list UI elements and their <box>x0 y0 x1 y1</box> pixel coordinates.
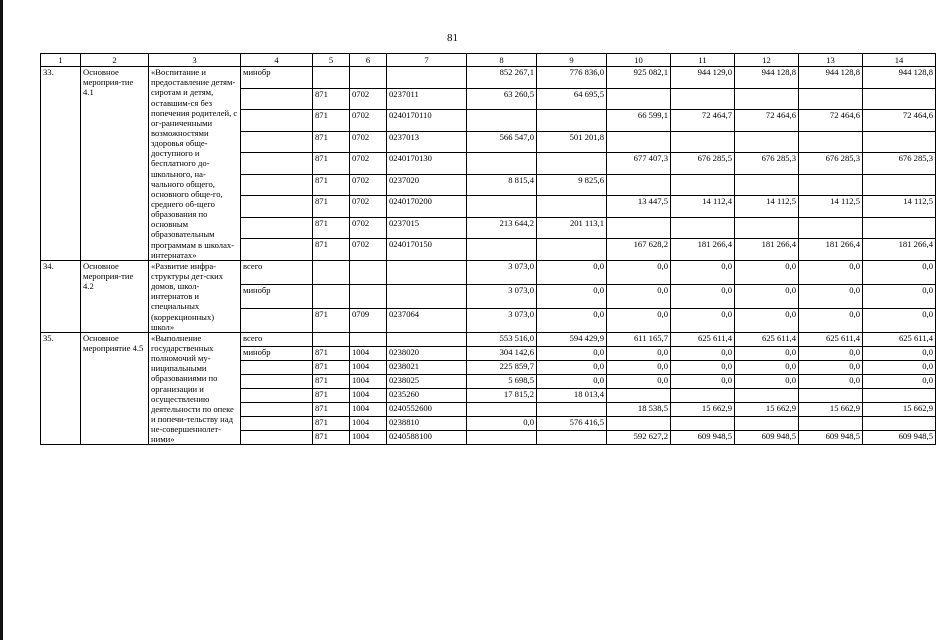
grbs-code: 871 <box>313 110 350 132</box>
target-article-code: 0238020 <box>387 346 467 360</box>
amount-cell: 18 013,4 <box>537 389 607 403</box>
amount-cell: 0,0 <box>863 346 936 360</box>
section-code: 0702 <box>350 217 387 239</box>
amount-cell: 167 628,2 <box>607 239 671 261</box>
amount-cell: 501 201,8 <box>537 131 607 153</box>
column-number-header: 2 <box>81 54 149 67</box>
executor-cell <box>241 360 313 374</box>
amount-cell <box>799 389 863 403</box>
grbs-code: 871 <box>313 389 350 403</box>
table-row <box>41 260 936 284</box>
amount-cell <box>537 431 607 445</box>
executor-cell <box>241 110 313 132</box>
grbs-code: 871 <box>313 88 350 110</box>
column-number-header: 3 <box>149 54 241 67</box>
amount-cell: 925 082,1 <box>607 67 671 89</box>
amount-cell: 14 112,5 <box>735 196 799 218</box>
amount-cell: 676 285,5 <box>671 153 735 175</box>
amount-cell <box>607 389 671 403</box>
amount-cell: 625 611,4 <box>799 332 863 346</box>
grbs-code <box>313 67 350 89</box>
amount-cell: 625 611,4 <box>671 332 735 346</box>
grbs-code: 871 <box>313 239 350 261</box>
section-code: 0709 <box>350 308 387 332</box>
amount-cell: 592 627,2 <box>607 431 671 445</box>
executor-cell <box>241 88 313 110</box>
amount-cell: 5 698,5 <box>467 374 537 388</box>
amount-cell: 0,0 <box>863 360 936 374</box>
executor-cell: минобр <box>241 67 313 89</box>
amount-cell: 15 662,9 <box>671 403 735 417</box>
scan-edge-bar <box>0 0 3 640</box>
amount-cell: 304 142,6 <box>467 346 537 360</box>
amount-cell: 13 447,5 <box>607 196 671 218</box>
amount-cell: 225 859,7 <box>467 360 537 374</box>
amount-cell <box>467 431 537 445</box>
amount-cell <box>735 88 799 110</box>
column-number-header: 14 <box>863 54 936 67</box>
amount-cell: 0,0 <box>607 284 671 308</box>
amount-cell: 9 825,6 <box>537 174 607 196</box>
amount-cell: 0,0 <box>799 260 863 284</box>
grbs-code: 871 <box>313 174 350 196</box>
amount-cell: 0,0 <box>863 284 936 308</box>
amount-cell: 18 538,5 <box>607 403 671 417</box>
amount-cell <box>671 389 735 403</box>
grbs-code: 871 <box>313 131 350 153</box>
amount-cell: 609 948,5 <box>799 431 863 445</box>
amount-cell: 676 285,3 <box>863 153 936 175</box>
column-number-header: 7 <box>387 54 467 67</box>
target-article-code <box>387 284 467 308</box>
target-article-code: 0237011 <box>387 88 467 110</box>
section-code: 1004 <box>350 403 387 417</box>
amount-cell: 15 662,9 <box>863 403 936 417</box>
amount-cell <box>735 131 799 153</box>
grbs-code: 871 <box>313 346 350 360</box>
amount-cell <box>607 88 671 110</box>
grbs-code: 871 <box>313 308 350 332</box>
section-code: 0702 <box>350 153 387 175</box>
target-article-code: 0238810 <box>387 417 467 431</box>
amount-cell <box>799 417 863 431</box>
section-code: 0702 <box>350 239 387 261</box>
executor-cell: всего <box>241 332 313 346</box>
target-article-code: 0237020 <box>387 174 467 196</box>
amount-cell <box>735 174 799 196</box>
target-article-code <box>387 332 467 346</box>
amount-cell: 944 128,8 <box>735 67 799 89</box>
amount-cell: 181 266,4 <box>671 239 735 261</box>
column-number-header: 10 <box>607 54 671 67</box>
executor-cell <box>241 196 313 218</box>
amount-cell: 8 815,4 <box>467 174 537 196</box>
amount-cell: 944 128,8 <box>863 67 936 89</box>
amount-cell <box>671 131 735 153</box>
target-article-code: 0235260 <box>387 389 467 403</box>
executor-cell: минобр <box>241 346 313 360</box>
amount-cell <box>537 153 607 175</box>
section-code: 1004 <box>350 431 387 445</box>
amount-cell: 72 464,7 <box>671 110 735 132</box>
amount-cell <box>607 131 671 153</box>
grbs-code: 871 <box>313 403 350 417</box>
amount-cell: 0,0 <box>607 374 671 388</box>
amount-cell: 0,0 <box>671 360 735 374</box>
amount-cell <box>671 417 735 431</box>
amount-cell: 0,0 <box>607 260 671 284</box>
amount-cell: 0,0 <box>537 284 607 308</box>
amount-cell: 0,0 <box>537 346 607 360</box>
amount-cell: 0,0 <box>671 374 735 388</box>
amount-cell: 0,0 <box>607 346 671 360</box>
amount-cell <box>607 417 671 431</box>
amount-cell: 0,0 <box>671 284 735 308</box>
section-code: 1004 <box>350 389 387 403</box>
section-code <box>350 332 387 346</box>
amount-cell: 3 073,0 <box>467 260 537 284</box>
amount-cell: 594 429,9 <box>537 332 607 346</box>
section-code: 0702 <box>350 110 387 132</box>
amount-cell: 0,0 <box>735 374 799 388</box>
amount-cell: 213 644,2 <box>467 217 537 239</box>
amount-cell <box>735 389 799 403</box>
amount-cell: 0,0 <box>671 346 735 360</box>
amount-cell: 944 129,0 <box>671 67 735 89</box>
amount-cell <box>799 131 863 153</box>
section-code: 0702 <box>350 174 387 196</box>
amount-cell: 72 464,6 <box>735 110 799 132</box>
activity-title: «Воспитание и предоставление детям-сиротам и детям, оставшим-ся без попечения родителей, с ог-раниченными возможностями здоровья обще-доступного и бесплатного до-школьного, на-чального общего, основного обще-го, среднего об-щего образования по основным образовательным программам в школах-интернатах» <box>149 67 241 261</box>
amount-cell: 0,0 <box>671 260 735 284</box>
amount-cell: 0,0 <box>863 308 936 332</box>
grbs-code: 871 <box>313 417 350 431</box>
amount-cell: 0,0 <box>863 260 936 284</box>
amount-cell <box>863 88 936 110</box>
table-row <box>41 67 936 89</box>
amount-cell <box>799 217 863 239</box>
amount-cell: 3 073,0 <box>467 284 537 308</box>
executor-cell: минобр <box>241 284 313 308</box>
amount-cell: 0,0 <box>607 360 671 374</box>
amount-cell: 566 547,0 <box>467 131 537 153</box>
amount-cell <box>467 153 537 175</box>
amount-cell: 609 948,5 <box>735 431 799 445</box>
amount-cell: 0,0 <box>735 346 799 360</box>
amount-cell <box>467 403 537 417</box>
amount-cell: 0,0 <box>799 346 863 360</box>
column-number-header: 13 <box>799 54 863 67</box>
grbs-code: 871 <box>313 431 350 445</box>
section-code: 1004 <box>350 374 387 388</box>
amount-cell: 14 112,5 <box>799 196 863 218</box>
amount-cell: 0,0 <box>799 360 863 374</box>
item-number: 35. <box>41 332 81 445</box>
column-number-header: 12 <box>735 54 799 67</box>
table-row <box>41 332 936 346</box>
amount-cell <box>863 217 936 239</box>
column-number-header: 9 <box>537 54 607 67</box>
target-article-code: 0238021 <box>387 360 467 374</box>
amount-cell: 14 112,4 <box>671 196 735 218</box>
amount-cell: 0,0 <box>607 308 671 332</box>
amount-cell: 0,0 <box>537 374 607 388</box>
amount-cell <box>863 389 936 403</box>
grbs-code: 871 <box>313 374 350 388</box>
amount-cell: 201 113,1 <box>537 217 607 239</box>
amount-cell: 72 464,6 <box>799 110 863 132</box>
amount-cell <box>537 403 607 417</box>
amount-cell: 944 128,8 <box>799 67 863 89</box>
executor-cell <box>241 174 313 196</box>
amount-cell: 14 112,5 <box>863 196 936 218</box>
executor-cell <box>241 153 313 175</box>
executor-cell <box>241 308 313 332</box>
amount-cell: 576 416,5 <box>537 417 607 431</box>
amount-cell: 0,0 <box>537 360 607 374</box>
amount-cell <box>735 417 799 431</box>
executor-cell <box>241 131 313 153</box>
amount-cell <box>799 88 863 110</box>
target-article-code: 0240170200 <box>387 196 467 218</box>
column-number-header-row <box>41 54 936 67</box>
target-article-code: 0237064 <box>387 308 467 332</box>
activity-title: «Развитие инфра-структуры дет-ских домов, школ-интернатов и специальных (коррекционных) школ» <box>149 260 241 332</box>
target-article-code: 0238025 <box>387 374 467 388</box>
amount-cell: 63 260,5 <box>467 88 537 110</box>
amount-cell: 0,0 <box>735 284 799 308</box>
target-article-code: 0237015 <box>387 217 467 239</box>
column-number-header: 5 <box>313 54 350 67</box>
amount-cell <box>467 110 537 132</box>
executor-cell <box>241 374 313 388</box>
page-number: 81 <box>447 32 458 44</box>
target-article-code: 0240170150 <box>387 239 467 261</box>
grbs-code <box>313 284 350 308</box>
target-article-code: 0237013 <box>387 131 467 153</box>
amount-cell <box>799 174 863 196</box>
amount-cell: 17 815,2 <box>467 389 537 403</box>
amount-cell: 15 662,9 <box>735 403 799 417</box>
amount-cell: 0,0 <box>537 260 607 284</box>
amount-cell: 0,0 <box>735 360 799 374</box>
section-code <box>350 284 387 308</box>
amount-cell: 852 267,1 <box>467 67 537 89</box>
column-number-header: 8 <box>467 54 537 67</box>
target-article-code: 0240552600 <box>387 403 467 417</box>
section-code: 1004 <box>350 346 387 360</box>
amount-cell: 15 662,9 <box>799 403 863 417</box>
amount-cell: 181 266,4 <box>735 239 799 261</box>
executor-cell <box>241 403 313 417</box>
amount-cell: 0,0 <box>671 308 735 332</box>
section-code: 0702 <box>350 88 387 110</box>
amount-cell: 677 407,3 <box>607 153 671 175</box>
target-article-code: 0240588100 <box>387 431 467 445</box>
amount-cell <box>863 174 936 196</box>
target-article-code <box>387 260 467 284</box>
amount-cell <box>537 196 607 218</box>
executor-cell: всего <box>241 260 313 284</box>
activity-kind: Основное мероприя-тие 4.2 <box>81 260 149 332</box>
target-article-code: 0240170130 <box>387 153 467 175</box>
section-code <box>350 260 387 284</box>
section-code: 1004 <box>350 417 387 431</box>
amount-cell: 0,0 <box>863 374 936 388</box>
amount-cell: 611 165,7 <box>607 332 671 346</box>
executor-cell <box>241 217 313 239</box>
section-code: 0702 <box>350 196 387 218</box>
amount-cell: 553 516,0 <box>467 332 537 346</box>
section-code: 1004 <box>350 360 387 374</box>
grbs-code <box>313 260 350 284</box>
executor-cell <box>241 389 313 403</box>
amount-cell <box>467 196 537 218</box>
section-code <box>350 67 387 89</box>
amount-cell: 181 266,4 <box>799 239 863 261</box>
activity-kind: Основное мероприя-тие 4.1 <box>81 67 149 261</box>
item-number: 33. <box>41 67 81 261</box>
amount-cell: 0,0 <box>467 417 537 431</box>
column-number-header: 1 <box>41 54 81 67</box>
amount-cell <box>863 131 936 153</box>
amount-cell: 609 948,5 <box>863 431 936 445</box>
amount-cell <box>537 239 607 261</box>
executor-cell <box>241 417 313 431</box>
activity-kind: Основное мероприятие 4.5 <box>81 332 149 445</box>
amount-cell: 676 285,3 <box>799 153 863 175</box>
amount-cell <box>671 174 735 196</box>
amount-cell: 676 285,3 <box>735 153 799 175</box>
amount-cell: 0,0 <box>799 284 863 308</box>
budget-table <box>40 53 936 445</box>
amount-cell: 776 836,0 <box>537 67 607 89</box>
grbs-code <box>313 332 350 346</box>
amount-cell: 609 948,5 <box>671 431 735 445</box>
amount-cell: 0,0 <box>799 374 863 388</box>
amount-cell <box>671 88 735 110</box>
amount-cell: 0,0 <box>537 308 607 332</box>
amount-cell <box>863 417 936 431</box>
grbs-code: 871 <box>313 196 350 218</box>
target-article-code: 0240170110 <box>387 110 467 132</box>
target-article-code <box>387 67 467 89</box>
amount-cell <box>607 217 671 239</box>
executor-cell <box>241 239 313 261</box>
amount-cell: 64 695,5 <box>537 88 607 110</box>
amount-cell: 0,0 <box>735 260 799 284</box>
amount-cell: 66 599,1 <box>607 110 671 132</box>
amount-cell: 0,0 <box>735 308 799 332</box>
section-code: 0702 <box>350 131 387 153</box>
amount-cell <box>467 239 537 261</box>
amount-cell: 625 611,4 <box>735 332 799 346</box>
amount-cell <box>537 110 607 132</box>
amount-cell: 72 464,6 <box>863 110 936 132</box>
grbs-code: 871 <box>313 360 350 374</box>
column-number-header: 6 <box>350 54 387 67</box>
column-number-header: 4 <box>241 54 313 67</box>
grbs-code: 871 <box>313 153 350 175</box>
amount-cell <box>671 217 735 239</box>
amount-cell: 3 073,0 <box>467 308 537 332</box>
executor-cell <box>241 431 313 445</box>
amount-cell: 181 266,4 <box>863 239 936 261</box>
amount-cell <box>607 174 671 196</box>
activity-title: «Выполнение государственных полномочий му-ниципальными образованиями по организации и осуществлению деятельности по опеке и попечи-тельству над не-совершеннолет-ними» <box>149 332 241 445</box>
column-number-header: 11 <box>671 54 735 67</box>
item-number: 34. <box>41 260 81 332</box>
amount-cell: 625 611,4 <box>863 332 936 346</box>
amount-cell <box>735 217 799 239</box>
grbs-code: 871 <box>313 217 350 239</box>
amount-cell: 0,0 <box>799 308 863 332</box>
